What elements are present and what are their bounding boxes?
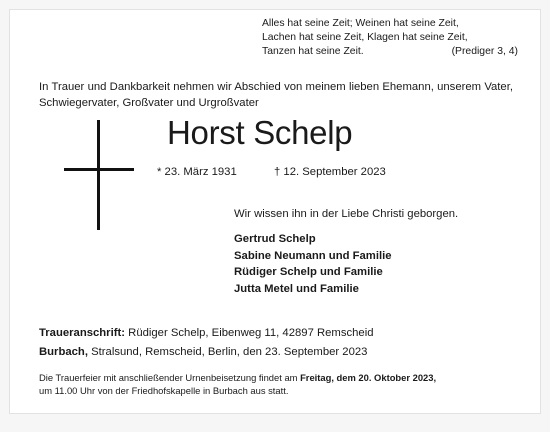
place-value: Stralsund, Remscheid, Berlin, den 23. September 2023 (87, 346, 368, 358)
cross-vertical-bar (97, 120, 100, 230)
mourners-list (234, 231, 392, 298)
bible-verse (262, 17, 518, 59)
obituary-notice (9, 9, 541, 414)
mourner-name: Gertrud Schelp (234, 233, 316, 245)
intro-text: In Trauer und Dankbarkeit nehmen wir Abschied von meinem lieben Ehemann, unserem Vater, Schwiegervater, Großvater und Urgroßvater (39, 81, 513, 109)
funeral-line-2: um 11.00 Uhr von der Friedhofskapelle in Burbach aus statt. (39, 385, 289, 396)
funeral-line-1-text: Die Trauerfeier mit anschließender Urnenbeisetzung findet am (39, 372, 301, 383)
mourner-name: Sabine Neumann und Familie (234, 249, 392, 262)
deceased-name: Horst Schelp (167, 114, 353, 151)
verse-citation: (Prediger 3, 4) (451, 46, 518, 57)
verse-line-3: Tanzen hat seine Zeit. (262, 46, 364, 57)
verse-line-2: Lachen hat seine Zeit, Klagen hat seine Zeit, (262, 32, 468, 43)
address-label: Traueranschrift: (39, 327, 126, 339)
birth-date: * 23. März 1931 (157, 166, 237, 178)
death-date: † 12. September 2023 (274, 166, 386, 178)
mourner-name: Rüdiger Schelp und Familie (234, 266, 383, 279)
place-label: Burbach, (39, 346, 88, 358)
place-date-line (39, 345, 367, 360)
address-value: Rüdiger Schelp, Eibenweg 11, 42897 Remscheid (125, 327, 374, 339)
funeral-line-1 (39, 371, 513, 384)
funeral-info (39, 371, 513, 397)
mourning-address (39, 326, 374, 341)
verse-line-1: Alles hat seine Zeit; Weinen hat seine Zeit, (262, 18, 459, 29)
motto-text: Wir wissen ihn in der Liebe Christi geborgen. (234, 208, 459, 220)
funeral-date: Freitag, dem 20. Oktober 2023, (300, 372, 437, 383)
mourner-name: Jutta Metel und Familie (234, 283, 359, 296)
cross-horizontal-bar (64, 168, 134, 171)
